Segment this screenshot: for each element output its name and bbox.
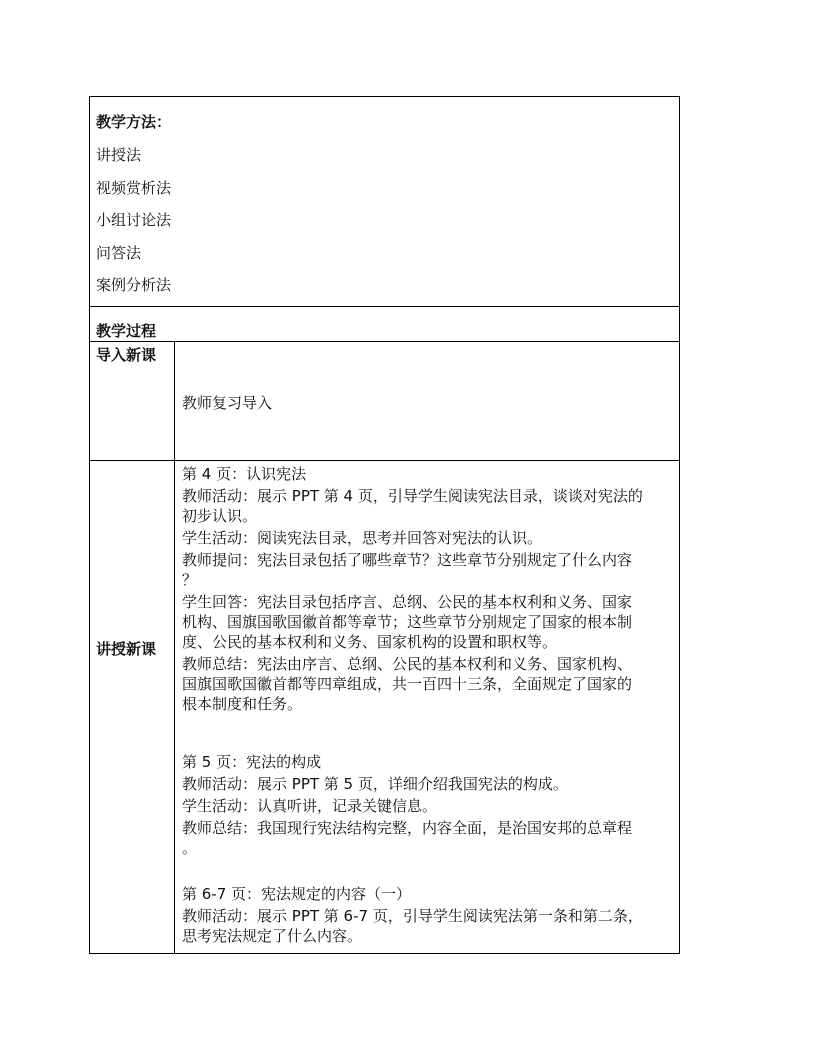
paragraph-line: 学生活动：阅读宪法目录，思考并回答对宪法的认识。 [182, 529, 543, 547]
column-divider [174, 341, 175, 953]
paragraph-line: 学生活动：认真听讲，记录关键信息。 [182, 797, 438, 815]
paragraph [182, 774, 692, 794]
method-item: 视频赏析法 [96, 179, 172, 197]
methods-heading: 教学方法： [96, 113, 172, 131]
paragraph-line: 学生回答：宪法目录包括序言、总纲、公民的基本权利和义务、国家 [182, 593, 633, 611]
paragraph-line: 国旗国歌国徽首都等四章组成，共一百四十三条，全面规定了国家的 [182, 675, 633, 693]
intro-label: 导入新课 [96, 346, 157, 364]
paragraph [182, 796, 692, 816]
lesson-plan-table [89, 96, 680, 954]
paragraph [182, 654, 692, 714]
paragraph-line: 根本制度和任务。 [182, 695, 303, 713]
paragraph-line: 思考宪法规定了什么内容。 [182, 927, 363, 945]
method-item: 小组讨论法 [96, 211, 172, 229]
section-title: 第 4 页：认识宪法 [182, 465, 307, 483]
section-page-6-7 [182, 884, 692, 946]
paragraph-line: 初步认识。 [182, 507, 258, 525]
section-page-4 [182, 464, 692, 714]
paragraph [182, 592, 692, 652]
paragraph-line: 教师总结：宪法由序言、总纲、公民的基本权利和义务、国家机构、 [182, 655, 633, 673]
paragraph-line: 度、公民的基本权利和义务、国家机构的设置和职权等。 [182, 633, 558, 651]
method-item: 讲授法 [96, 146, 142, 164]
paragraph-line: 教师活动：展示 PPT 第 4 页，引导学生阅读宪法目录，谈谈对宪法的 [182, 487, 643, 505]
paragraph [182, 818, 692, 858]
paragraph-line: 教师活动：展示 PPT 第 5 页，详细介绍我国宪法的构成。 [182, 775, 568, 793]
process-heading: 教学过程 [96, 322, 157, 340]
paragraph [182, 906, 692, 946]
section-page-5 [182, 752, 692, 858]
paragraph-line: 。 [182, 839, 198, 857]
intro-text: 教师复习导入 [182, 394, 273, 412]
paragraph [182, 528, 692, 548]
row-divider [90, 306, 679, 307]
paragraph-line: ？ [182, 571, 198, 589]
method-item: 问答法 [96, 244, 142, 262]
paragraph-line: 教师提问：宪法目录包括了哪些章节？这些章节分别规定了什么内容 [182, 551, 633, 569]
paragraph-line: 教师总结：我国现行宪法结构完整，内容全面，是治国安邦的总章程 [182, 819, 633, 837]
paragraph [182, 550, 692, 590]
paragraph [182, 486, 692, 526]
paragraph-line: 教师活动：展示 PPT 第 6-7 页，引导学生阅读宪法第一条和第二条， [182, 907, 643, 925]
row-divider [90, 341, 679, 342]
section-title: 第 6-7 页：宪法规定的内容（一） [182, 885, 412, 903]
row-divider [90, 460, 679, 461]
method-item: 案例分析法 [96, 276, 172, 294]
teach-label: 讲授新课 [96, 640, 157, 658]
section-title: 第 5 页：宪法的构成 [182, 753, 322, 771]
paragraph-line: 机构、国旗国歌国徽首都等章节；这些章节分别规定了国家的根本制 [182, 613, 633, 631]
